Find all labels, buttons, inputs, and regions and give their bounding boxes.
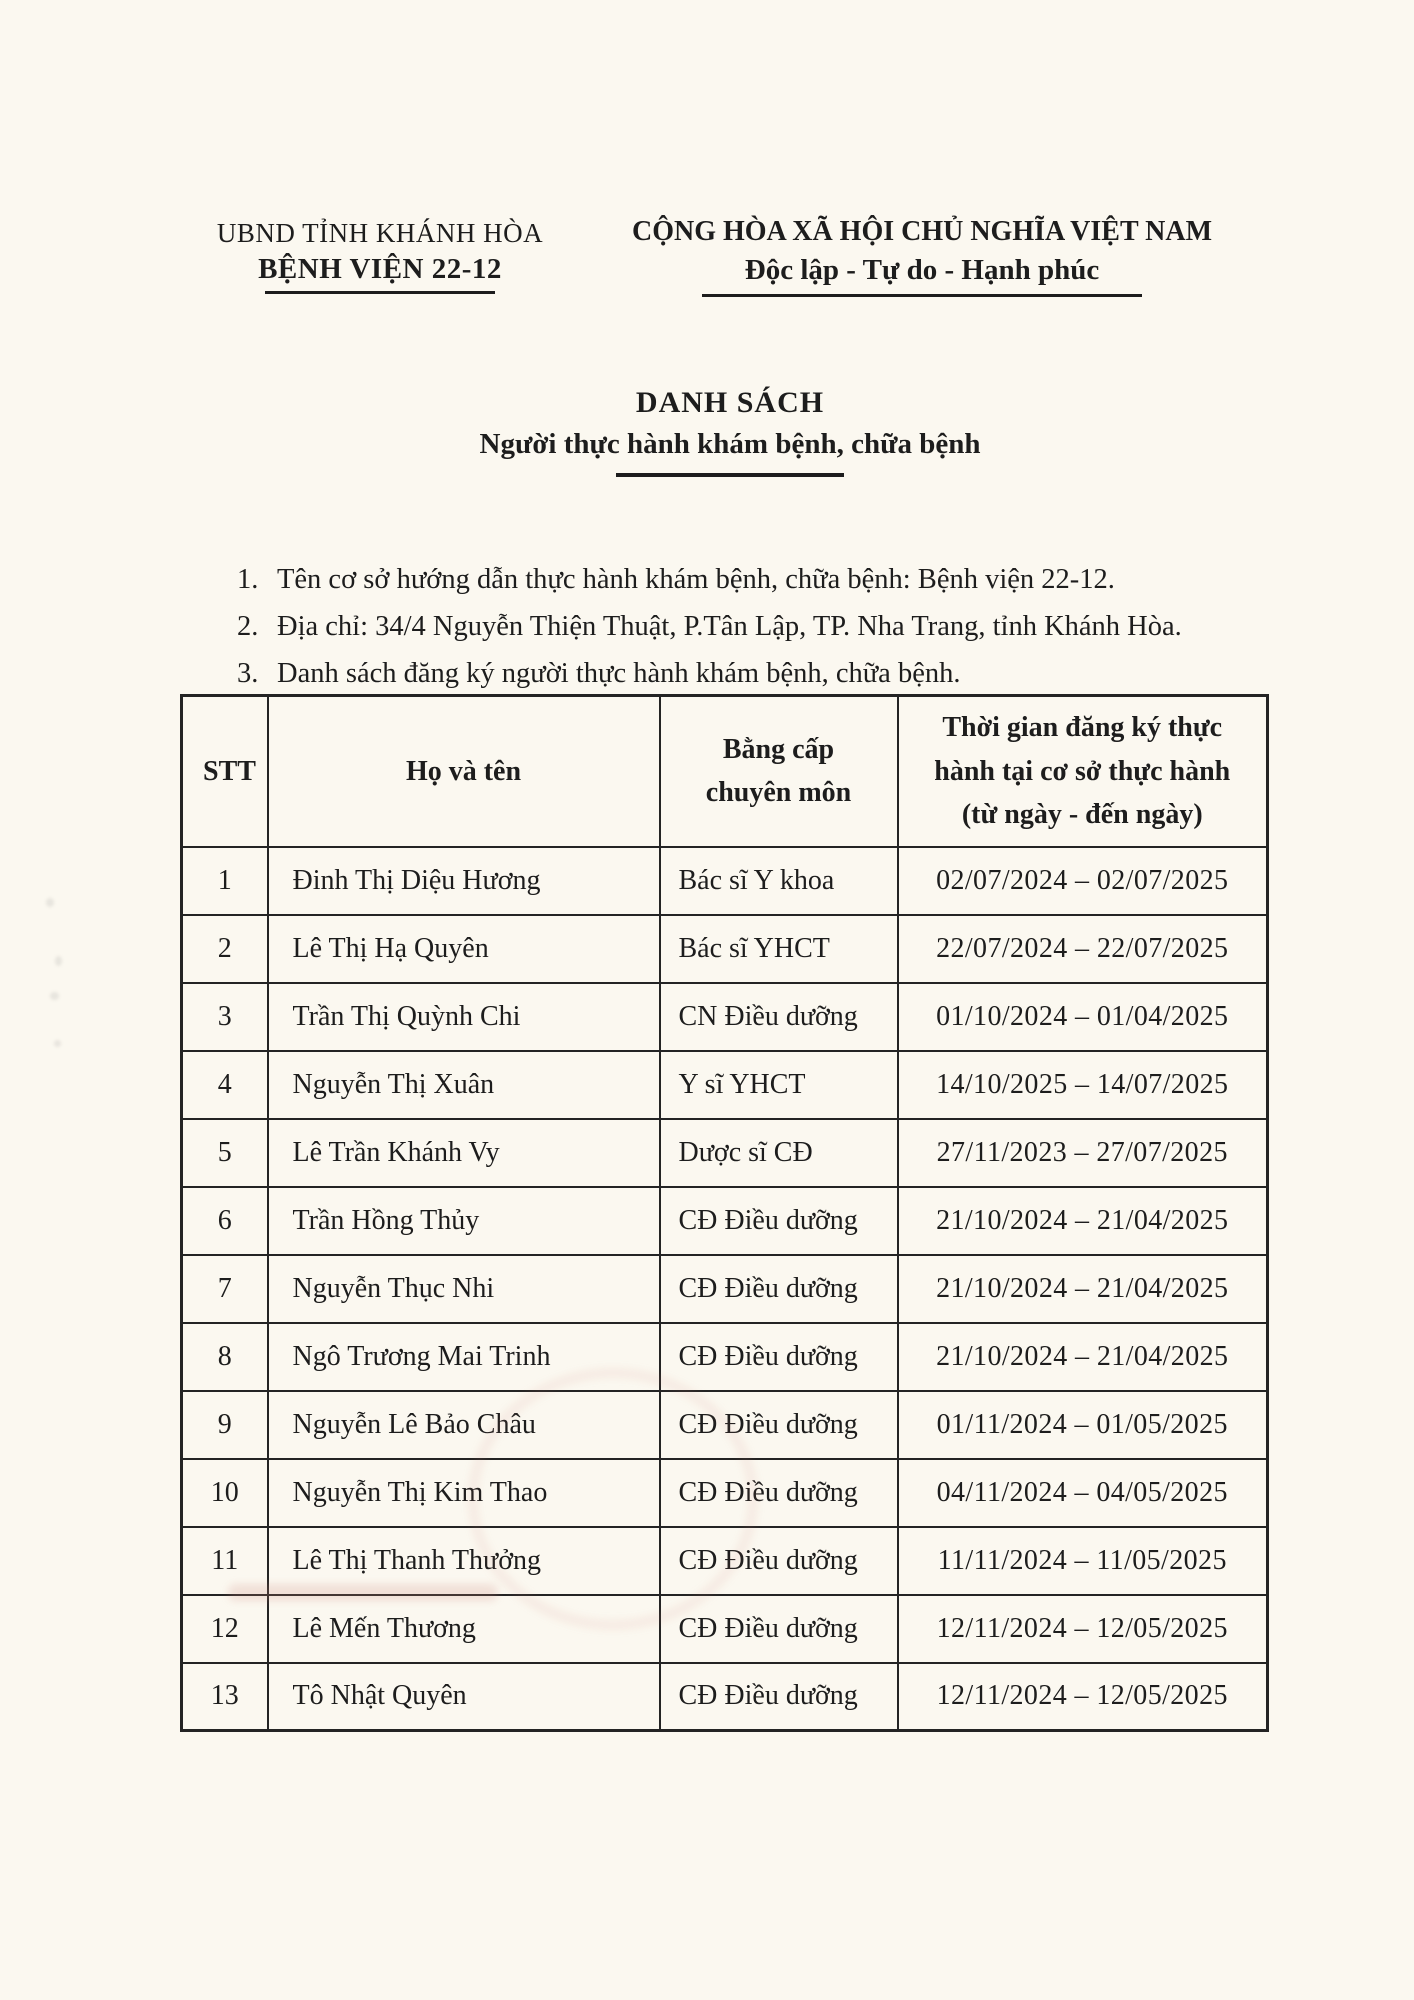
period-cell: 04/11/2024 – 04/05/2025 — [898, 1459, 1268, 1527]
degree-cell: Bác sĩ Y khoa — [660, 847, 898, 915]
degree-cell: CĐ Điều dưỡng — [660, 1459, 898, 1527]
table-row — [182, 847, 1268, 915]
table-row — [182, 983, 1268, 1051]
scan-speck — [46, 898, 54, 907]
page-title: DANH SÁCH — [635, 386, 825, 419]
name-cell: Nguyễn Thị Kim Thao — [268, 1459, 660, 1527]
table-row — [182, 1187, 1268, 1255]
name-cell: Lê Thị Thanh Thưởng — [268, 1527, 660, 1595]
name-cell: Nguyễn Lê Bảo Châu — [268, 1391, 660, 1459]
list-item-text: Tên cơ sở hướng dẫn thực hành khám bệnh, chữa bệnh: Bệnh viện 22-12. — [277, 564, 1115, 595]
name-cell: Nguyễn Thục Nhi — [268, 1255, 660, 1323]
header-stt: STT — [182, 696, 268, 847]
stt-cell: 12 — [182, 1595, 268, 1663]
table-row — [182, 1527, 1268, 1595]
period-cell: 01/10/2024 – 01/04/2025 — [898, 983, 1268, 1051]
motto-underline — [702, 294, 1142, 297]
stt-cell: 11 — [182, 1527, 268, 1595]
period-cell: 22/07/2024 – 22/07/2025 — [898, 915, 1268, 983]
degree-cell: CĐ Điều dưỡng — [660, 1391, 898, 1459]
period-cell: 14/10/2025 – 14/07/2025 — [898, 1051, 1268, 1119]
scan-speck — [50, 992, 59, 1000]
period-cell: 12/11/2024 – 12/05/2025 — [898, 1663, 1268, 1731]
list-item-text: Địa chỉ: 34/4 Nguyễn Thiện Thuật, P.Tân Lập, TP. Nha Trang, tỉnh Khánh Hòa. — [277, 611, 1182, 642]
name-cell: Tô Nhật Quyên — [268, 1663, 660, 1731]
degree-cell: CĐ Điều dưỡng — [660, 1595, 898, 1663]
stt-cell: 1 — [182, 847, 268, 915]
list-item — [237, 556, 1277, 603]
period-cell: 21/10/2024 – 21/04/2025 — [898, 1187, 1268, 1255]
list-item-number: 1. — [237, 564, 259, 595]
stt-cell: 13 — [182, 1663, 268, 1731]
table-row — [182, 915, 1268, 983]
issuer-hospital: BỆNH VIỆN 22-12 — [258, 253, 502, 285]
stt-cell: 2 — [182, 915, 268, 983]
intro-list — [237, 556, 1277, 697]
name-cell: Lê Thị Hạ Quyên — [268, 915, 660, 983]
degree-cell: CĐ Điều dưỡng — [660, 1527, 898, 1595]
issuer-underline — [265, 291, 495, 294]
stt-cell: 10 — [182, 1459, 268, 1527]
name-cell: Lê Mến Thương — [268, 1595, 660, 1663]
letterhead-issuer — [180, 216, 580, 294]
period-cell: 11/11/2024 – 11/05/2025 — [898, 1527, 1268, 1595]
national-motto: Độc lập - Tự do - Hạnh phúc — [744, 254, 1100, 286]
document-title-block — [430, 383, 1030, 477]
table-row — [182, 1663, 1268, 1731]
stt-cell: 7 — [182, 1255, 268, 1323]
list-item — [237, 650, 1277, 697]
stt-cell: 8 — [182, 1323, 268, 1391]
degree-cell: CN Điều dưỡng — [660, 983, 898, 1051]
list-item-number: 3. — [237, 658, 259, 689]
list-item — [237, 603, 1277, 650]
table-row — [182, 1255, 1268, 1323]
stt-cell: 9 — [182, 1391, 268, 1459]
title-underline — [616, 473, 844, 477]
practitioners-table — [180, 694, 1269, 1732]
stt-cell: 6 — [182, 1187, 268, 1255]
header-period: Thời gian đăng ký thực hành tại cơ sở thực hành (từ ngày - đến ngày) — [898, 696, 1268, 847]
table-row — [182, 1323, 1268, 1391]
header-name: Họ và tên — [268, 696, 660, 847]
list-item-number: 2. — [237, 611, 259, 642]
issuer-authority: UBND TỈNH KHÁNH HÒA — [216, 218, 544, 248]
degree-cell: Bác sĩ YHCT — [660, 915, 898, 983]
degree-cell: Dược sĩ CĐ — [660, 1119, 898, 1187]
table-header-row — [182, 696, 1268, 847]
header-degree: Bằng cấp chuyên môn — [660, 696, 898, 847]
period-cell: 02/07/2024 – 02/07/2025 — [898, 847, 1268, 915]
degree-cell: CĐ Điều dưỡng — [660, 1323, 898, 1391]
page-subtitle: Người thực hành khám bệnh, chữa bệnh — [479, 428, 981, 460]
degree-cell: CĐ Điều dưỡng — [660, 1663, 898, 1731]
table-row — [182, 1595, 1268, 1663]
period-cell: 01/11/2024 – 01/05/2025 — [898, 1391, 1268, 1459]
name-cell: Lê Trần Khánh Vy — [268, 1119, 660, 1187]
name-cell: Nguyễn Thị Xuân — [268, 1051, 660, 1119]
degree-cell: CĐ Điều dưỡng — [660, 1255, 898, 1323]
scan-speck — [55, 956, 62, 966]
period-cell: 21/10/2024 – 21/04/2025 — [898, 1255, 1268, 1323]
stt-cell: 5 — [182, 1119, 268, 1187]
table-row — [182, 1459, 1268, 1527]
name-cell: Đinh Thị Diệu Hương — [268, 847, 660, 915]
name-cell: Trần Thị Quỳnh Chi — [268, 983, 660, 1051]
scan-speck — [54, 1040, 61, 1047]
letterhead-national — [622, 214, 1222, 297]
stt-cell: 3 — [182, 983, 268, 1051]
name-cell: Ngô Trương Mai Trinh — [268, 1323, 660, 1391]
table-row — [182, 1119, 1268, 1187]
national-title: CỘNG HÒA XÃ HỘI CHỦ NGHĨA VIỆT NAM — [631, 216, 1213, 247]
stt-cell: 4 — [182, 1051, 268, 1119]
name-cell: Trần Hồng Thủy — [268, 1187, 660, 1255]
list-item-text: Danh sách đăng ký người thực hành khám bệnh, chữa bệnh. — [277, 658, 961, 689]
degree-cell: Y sĩ YHCT — [660, 1051, 898, 1119]
period-cell: 27/11/2023 – 27/07/2025 — [898, 1119, 1268, 1187]
table-row — [182, 1051, 1268, 1119]
degree-cell: CĐ Điều dưỡng — [660, 1187, 898, 1255]
period-cell: 12/11/2024 – 12/05/2025 — [898, 1595, 1268, 1663]
period-cell: 21/10/2024 – 21/04/2025 — [898, 1323, 1268, 1391]
table-row — [182, 1391, 1268, 1459]
